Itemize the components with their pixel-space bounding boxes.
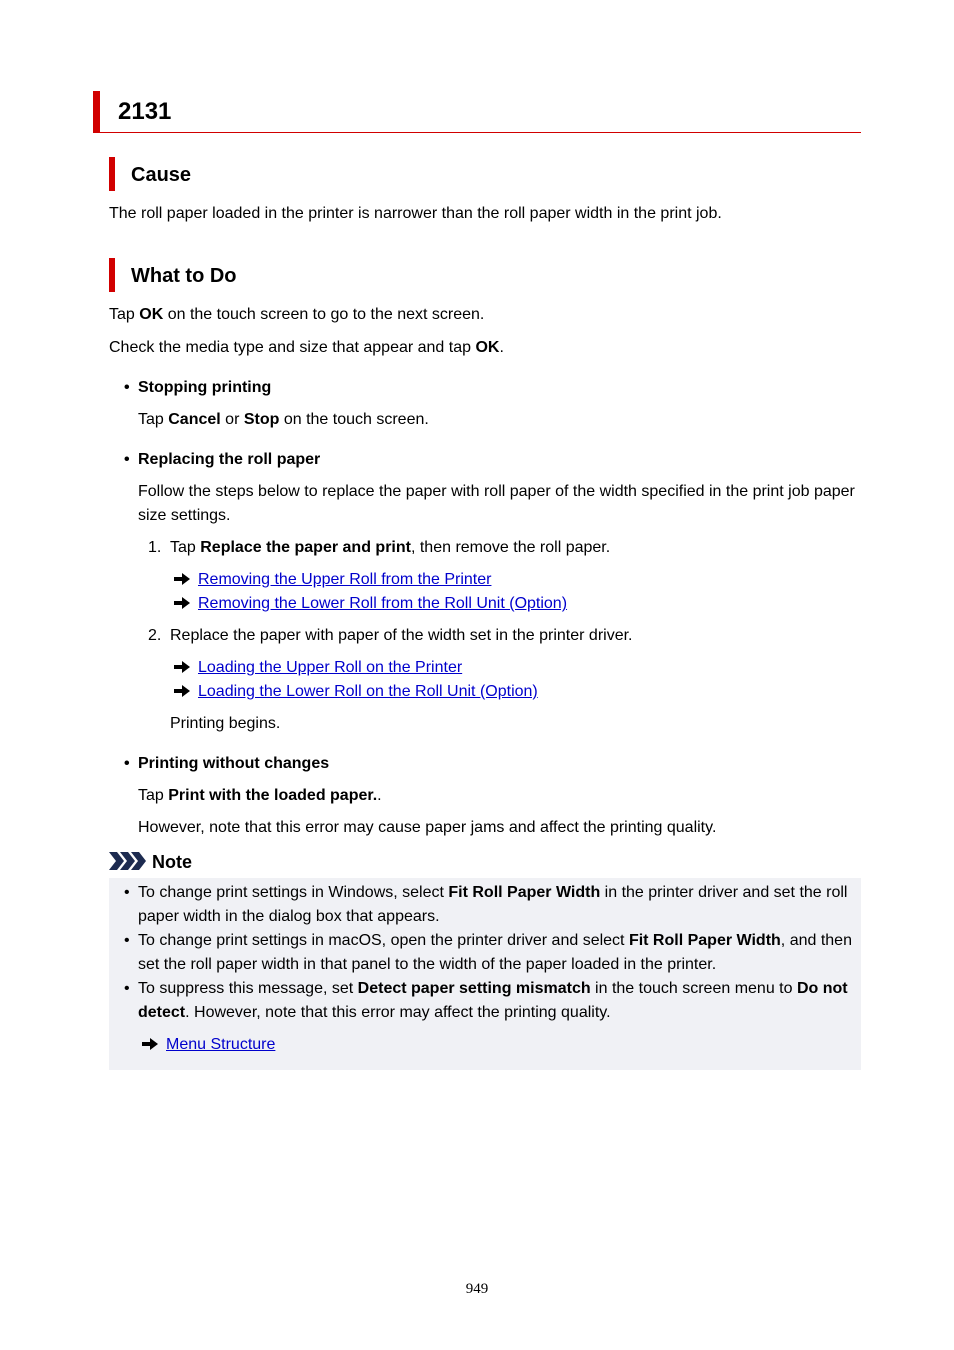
replacing-roll-title: • Replacing the roll paper (138, 448, 320, 472)
replacing-roll-line-1: Follow the steps below to replace the paper with roll paper of the width specified in the print job paper (138, 483, 855, 500)
arrow-right-icon (142, 1038, 158, 1050)
cause-heading: Cause (131, 164, 192, 186)
printing-without-changes-text: Tap Print with the loaded paper.. (138, 787, 382, 804)
note-item-3-line-1: • To suppress this message, set Detect paper setting mismatch in the touch screen menu to Do not (138, 977, 848, 1001)
what-to-do-heading: What to Do (131, 265, 237, 287)
what-to-do-accent-bar (109, 258, 115, 292)
page-number: 949 (465, 1281, 489, 1297)
arrow-right-icon (174, 597, 190, 609)
replacing-roll-line-2: size settings. (138, 507, 231, 524)
note-item-1-line-1: • To change print settings in Windows, select Fit Roll Paper Width in the printer driver and set the roll (138, 881, 847, 905)
link-loading-upper-roll[interactable]: Loading the Upper Roll on the Printer (198, 659, 463, 676)
note-item-2-line-1: • To change print settings in macOS, open the printer driver and select Fit Roll Paper Width, and then (138, 929, 852, 953)
link-row-remove-lower (174, 592, 567, 616)
step-2-text: Replace the paper with paper of the width set in the printer driver. (170, 627, 633, 644)
note-item-3-line-2: detect. However, note that this error may affect the printing quality. (138, 1004, 611, 1021)
cause-text: The roll paper loaded in the printer is narrower than the roll paper width in the print job. (109, 205, 722, 222)
step-1-text: Tap Replace the paper and print, then remove the roll paper. (170, 539, 611, 556)
title-accent-bar (93, 91, 100, 133)
note-heading: Note (152, 852, 192, 872)
link-removing-upper-roll[interactable]: Removing the Upper Roll from the Printer (198, 571, 492, 588)
note-chevrons-icon (109, 852, 147, 870)
printing-without-changes-however: However, note that this error may cause paper jams and affect the printing quality. (138, 819, 717, 836)
printing-without-changes-title: • Printing without changes (138, 752, 329, 776)
step-1-number: 1. (148, 539, 162, 556)
printing-begins-text: Printing begins. (170, 715, 281, 732)
arrow-right-icon (174, 661, 190, 673)
note-item-1-line-2: paper width in the dialog box that appears. (138, 908, 440, 925)
link-row-load-lower (174, 680, 538, 704)
title-rule (93, 132, 861, 133)
link-loading-lower-roll[interactable]: Loading the Lower Roll on the Roll Unit (Option) (198, 683, 538, 700)
step-2-number: 2. (148, 627, 162, 644)
link-row-load-upper (174, 656, 462, 680)
link-row-remove-upper (174, 568, 491, 592)
link-removing-lower-roll[interactable]: Removing the Lower Roll from the Roll Unit (Option) (198, 595, 568, 612)
arrow-right-icon (174, 573, 190, 585)
arrow-right-icon (174, 685, 190, 697)
link-menu-structure[interactable]: Menu Structure (166, 1036, 276, 1053)
page-title: 2131 (118, 98, 172, 125)
note-item-2-line-2: set the roll paper width in that panel to the width of the paper loaded in the printer. (138, 956, 717, 973)
link-row-menu-structure (142, 1033, 275, 1057)
what-to-do-para-1: Tap OK on the touch screen to go to the next screen. (109, 306, 485, 323)
stopping-printing-title: • Stopping printing (138, 376, 271, 400)
stopping-printing-text: Tap Cancel or Stop on the touch screen. (138, 411, 429, 428)
what-to-do-para-2: Check the media type and size that appear and tap OK. (109, 339, 504, 356)
cause-accent-bar (109, 157, 115, 191)
